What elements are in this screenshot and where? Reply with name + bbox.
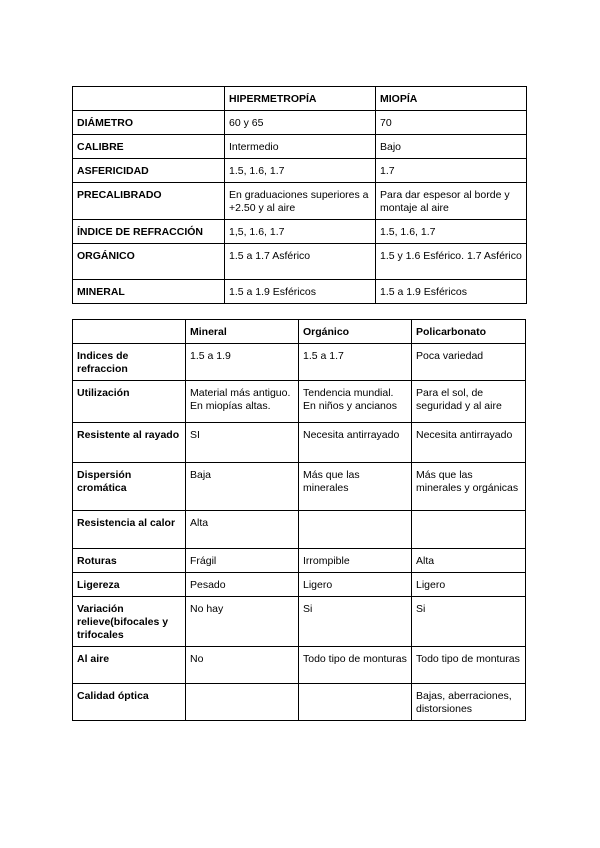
- lens-comparison-table-hipermetropia-miopia: [72, 86, 527, 304]
- cell-policarbonato: Para el sol, de seguridad y al aire: [412, 381, 526, 423]
- table-row-asfericidad: [73, 159, 527, 183]
- header-cell-hipermetropia: HIPERMETROPÍA: [225, 87, 376, 111]
- cell-mineral: Baja: [186, 463, 299, 511]
- cell-organico: Necesita antirrayado: [299, 423, 412, 463]
- row-label: Resistente al rayado: [73, 423, 186, 463]
- table-row-diametro: [73, 111, 527, 135]
- cell-policarbonato: Todo tipo de monturas: [412, 647, 526, 684]
- cell-hipermetropia: 1.5, 1.6, 1.7: [225, 159, 376, 183]
- cell-mineral: SI: [186, 423, 299, 463]
- cell-organico: [299, 511, 412, 549]
- cell-miopia: Bajo: [376, 135, 527, 159]
- cell-organico: 1.5 a 1.7: [299, 344, 412, 381]
- table-row-indice-refraccion: [73, 220, 527, 244]
- table-row-indices-refraccion: [73, 344, 526, 381]
- row-label: DIÁMETRO: [73, 111, 225, 135]
- row-label: Calidad óptica: [73, 684, 186, 721]
- cell-miopia: 1.5, 1.6, 1.7: [376, 220, 527, 244]
- row-label: MINERAL: [73, 280, 225, 304]
- cell-hipermetropia: 60 y 65: [225, 111, 376, 135]
- cell-miopia: Para dar espesor al borde y montaje al aire: [376, 183, 527, 220]
- row-label: Roturas: [73, 549, 186, 573]
- row-label: Indices de refraccion: [73, 344, 186, 381]
- cell-miopia: 1.5 a 1.9 Esféricos: [376, 280, 527, 304]
- row-label: ORGÁNICO: [73, 244, 225, 280]
- cell-organico: Más que las minerales: [299, 463, 412, 511]
- header-cell-organico: Orgánico: [299, 320, 412, 344]
- table-row-mineral: [73, 280, 527, 304]
- table-row-roturas: [73, 549, 526, 573]
- table-row-al-aire: [73, 647, 526, 684]
- table-row-dispersion-cromatica: [73, 463, 526, 511]
- header-cell-miopia: MIOPÍA: [376, 87, 527, 111]
- cell-hipermetropia: 1.5 a 1.7 Asférico: [225, 244, 376, 280]
- cell-hipermetropia: En graduaciones superiores a +2.50 y al aire: [225, 183, 376, 220]
- cell-mineral: No hay: [186, 597, 299, 647]
- cell-organico: Ligero: [299, 573, 412, 597]
- row-label: Al aire: [73, 647, 186, 684]
- table-row-resistente-rayado: [73, 423, 526, 463]
- row-label: Variación relieve(bifocales y trifocales: [73, 597, 186, 647]
- cell-policarbonato: Bajas, aberraciones, distorsiones: [412, 684, 526, 721]
- row-label: Utilización: [73, 381, 186, 423]
- table-row-ligereza: [73, 573, 526, 597]
- cell-policarbonato: Alta: [412, 549, 526, 573]
- table-row-calidad-optica: [73, 684, 526, 721]
- cell-mineral: [186, 684, 299, 721]
- cell-organico: [299, 684, 412, 721]
- cell-organico: Tendencia mundial. En niños y ancianos: [299, 381, 412, 423]
- cell-policarbonato: Si: [412, 597, 526, 647]
- row-label: Dispersión cromática: [73, 463, 186, 511]
- table-row-organico: [73, 244, 527, 280]
- cell-mineral: Pesado: [186, 573, 299, 597]
- header-cell-mineral: Mineral: [186, 320, 299, 344]
- table-row-precalibrado: [73, 183, 527, 220]
- cell-organico: Todo tipo de monturas: [299, 647, 412, 684]
- cell-policarbonato: [412, 511, 526, 549]
- cell-mineral: No: [186, 647, 299, 684]
- table-row-utilizacion: [73, 381, 526, 423]
- table-header-row: [73, 320, 526, 344]
- cell-mineral: Alta: [186, 511, 299, 549]
- cell-organico: Si: [299, 597, 412, 647]
- row-label: CALIBRE: [73, 135, 225, 159]
- header-cell-empty: [73, 320, 186, 344]
- cell-policarbonato: Poca variedad: [412, 344, 526, 381]
- cell-mineral: Material más antiguo. En miopías altas.: [186, 381, 299, 423]
- row-label: ÍNDICE DE REFRACCIÓN: [73, 220, 225, 244]
- cell-policarbonato: Ligero: [412, 573, 526, 597]
- cell-hipermetropia: Intermedio: [225, 135, 376, 159]
- header-cell-empty: [73, 87, 225, 111]
- row-label: Resistencia al calor: [73, 511, 186, 549]
- table-row-calibre: [73, 135, 527, 159]
- row-label: ASFERICIDAD: [73, 159, 225, 183]
- cell-miopia: 1.5 y 1.6 Esférico. 1.7 Asférico: [376, 244, 527, 280]
- cell-hipermetropia: 1.5 a 1.9 Esféricos: [225, 280, 376, 304]
- cell-hipermetropia: 1,5, 1.6, 1.7: [225, 220, 376, 244]
- cell-mineral: 1.5 a 1.9: [186, 344, 299, 381]
- cell-miopia: 70: [376, 111, 527, 135]
- cell-policarbonato: Más que las minerales y orgánicas: [412, 463, 526, 511]
- table-row-variacion-relieve: [73, 597, 526, 647]
- table-header-row: [73, 87, 527, 111]
- lens-material-comparison-table: [72, 319, 526, 721]
- cell-mineral: Frágil: [186, 549, 299, 573]
- row-label: Ligereza: [73, 573, 186, 597]
- header-cell-policarbonato: Policarbonato: [412, 320, 526, 344]
- cell-organico: Irrompible: [299, 549, 412, 573]
- row-label: PRECALIBRADO: [73, 183, 225, 220]
- cell-miopia: 1.7: [376, 159, 527, 183]
- table-row-resistencia-calor: [73, 511, 526, 549]
- cell-policarbonato: Necesita antirrayado: [412, 423, 526, 463]
